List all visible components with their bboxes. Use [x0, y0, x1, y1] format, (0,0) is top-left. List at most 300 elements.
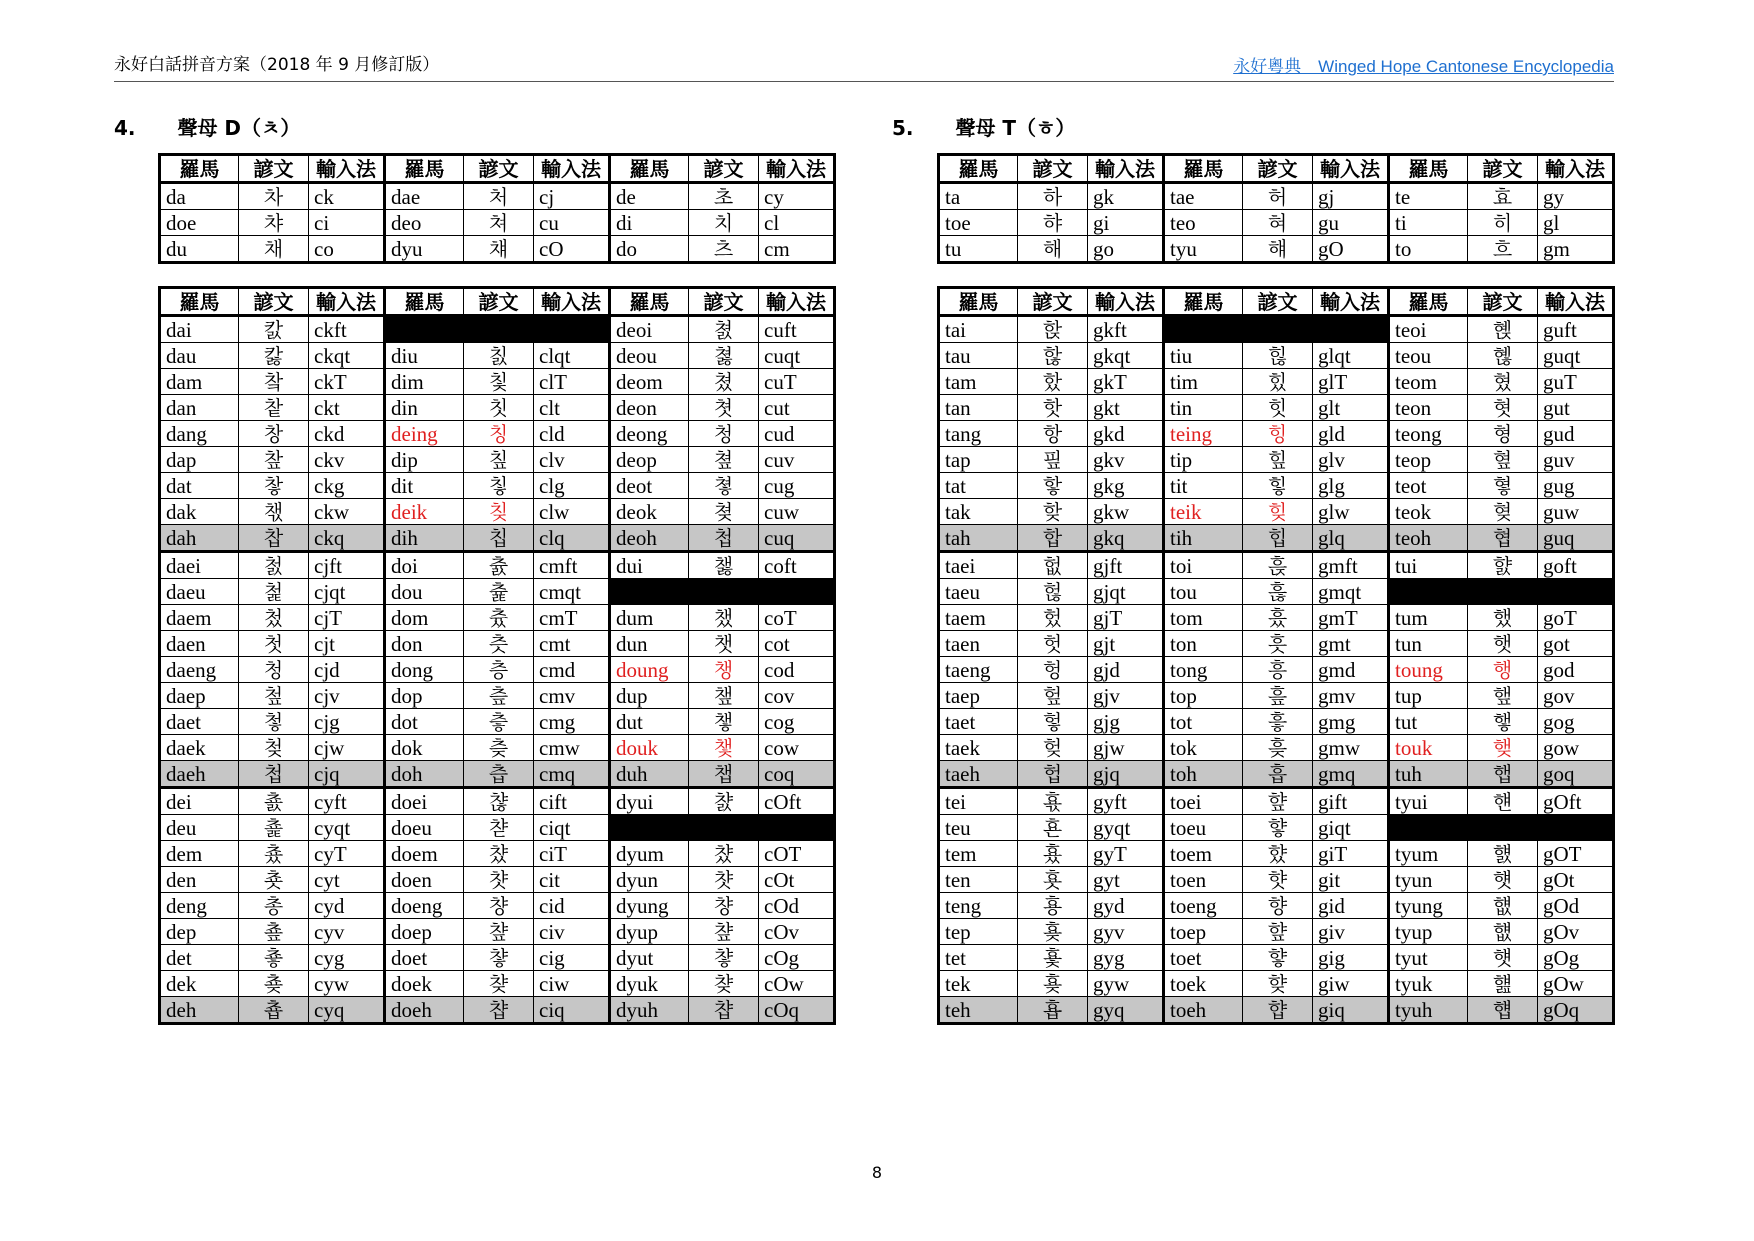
table-row: [939, 605, 1614, 631]
hangul-cell: 챶: [689, 971, 759, 997]
input-code-cell: ci: [309, 210, 385, 236]
column-header: 諺文: [239, 288, 309, 316]
romanization-cell: doet: [385, 945, 464, 971]
input-code-cell: cj: [534, 183, 610, 210]
hangul-cell: 햦: [1243, 971, 1313, 997]
input-code-cell: coft: [759, 552, 835, 579]
column-header: 輸入法: [759, 288, 835, 316]
input-code-cell: gk: [1088, 183, 1164, 210]
romanization-cell: tu: [939, 236, 1018, 263]
initial-t-final-table: [937, 286, 1615, 1025]
hangul-cell: 헚: [1018, 552, 1088, 579]
input-code-cell: cOw: [759, 971, 835, 997]
table-row: [160, 473, 835, 499]
input-code-cell: gmw: [1313, 735, 1389, 761]
input-code-cell: cOv: [759, 919, 835, 945]
hangul-cell: 힞: [1243, 499, 1313, 525]
romanization-cell: tou: [1164, 579, 1243, 605]
hangul-cell: 횼: [1018, 841, 1088, 867]
romanization-cell: toei: [1164, 788, 1243, 815]
input-code-cell: gyg: [1088, 945, 1164, 971]
input-code-cell: cyg: [309, 945, 385, 971]
input-code-cell: cmd: [534, 657, 610, 683]
input-code-cell: ckv: [309, 447, 385, 473]
romanization-cell: toet: [1164, 945, 1243, 971]
hangul-cell: 캃: [239, 343, 309, 369]
hangul-cell: 츱: [464, 761, 534, 788]
hangul-cell: 했: [1468, 605, 1538, 631]
input-code-cell: cut: [759, 395, 835, 421]
section-heading: 聲母 D（ㅊ）: [177, 116, 301, 140]
romanization-cell: tun: [1389, 631, 1468, 657]
hangul-cell: 춋: [239, 867, 309, 893]
hangul-cell: 채: [239, 236, 309, 263]
input-code-cell: cmv: [534, 683, 610, 709]
table-row: [160, 499, 835, 525]
romanization-cell: daeu: [160, 579, 239, 605]
romanization-cell: tau: [939, 343, 1018, 369]
hangul-cell: 칭: [464, 421, 534, 447]
site-link[interactable]: 永好粵典 Winged Hope Cantonese Encyclopedia: [1233, 57, 1614, 76]
romanization-cell: tet: [939, 945, 1018, 971]
input-code-cell: gmt: [1313, 631, 1389, 657]
input-code-cell: gjqt: [1088, 579, 1164, 605]
hangul-cell: 챓: [689, 552, 759, 579]
hangul-cell: 찹: [239, 525, 309, 552]
romanization-cell: tyung: [1389, 893, 1468, 919]
column-header: 諺文: [464, 288, 534, 316]
hangul-cell: 첲: [239, 683, 309, 709]
hangul-cell: 챕: [689, 761, 759, 788]
input-code-cell: clq: [534, 525, 610, 552]
romanization-cell: di: [610, 210, 689, 236]
hangul-cell: 챻: [464, 945, 534, 971]
hangul-cell: 챵: [689, 893, 759, 919]
romanization-cell: dut: [610, 709, 689, 735]
column-header: 羅馬: [610, 288, 689, 316]
hangul-cell: 칮: [464, 499, 534, 525]
romanization-cell: tei: [939, 788, 1018, 815]
input-code-cell: god: [1538, 657, 1614, 683]
romanization-cell: daei: [160, 552, 239, 579]
hangul-cell: 첥: [239, 579, 309, 605]
section-title-d: [114, 112, 300, 141]
romanization-cell: tyuk: [1389, 971, 1468, 997]
column-header: 輸入法: [1538, 155, 1614, 183]
hangul-cell: 핖: [1018, 447, 1088, 473]
empty-cell-block: [610, 815, 835, 841]
hangul-cell: 쳫: [689, 473, 759, 499]
table-row: [160, 841, 835, 867]
hangul-cell: 창: [239, 421, 309, 447]
romanization-cell: doen: [385, 867, 464, 893]
header-row: [160, 155, 835, 183]
romanization-cell: toung: [1389, 657, 1468, 683]
hangul-cell: 햪: [1243, 788, 1313, 815]
input-code-cell: gjT: [1088, 605, 1164, 631]
romanization-cell: teoh: [1389, 525, 1468, 552]
romanization-cell: dom: [385, 605, 464, 631]
romanization-cell: doeng: [385, 893, 464, 919]
romanization-cell: dang: [160, 421, 239, 447]
romanization-cell: teon: [1389, 395, 1468, 421]
input-code-cell: got: [1538, 631, 1614, 657]
input-code-cell: go: [1088, 236, 1164, 263]
hangul-cell: 칩: [464, 525, 534, 552]
romanization-cell: deu: [160, 815, 239, 841]
romanization-cell: dat: [160, 473, 239, 499]
romanization-cell: tut: [1389, 709, 1468, 735]
input-code-cell: glq: [1313, 525, 1389, 552]
romanization-cell: teoi: [1389, 316, 1468, 343]
romanization-cell: dim: [385, 369, 464, 395]
romanization-cell: din: [385, 395, 464, 421]
table-row: [939, 631, 1614, 657]
romanization-cell: tot: [1164, 709, 1243, 735]
initial-t-basic-table: [937, 153, 1615, 264]
romanization-cell: tam: [939, 369, 1018, 395]
input-code-cell: gm: [1538, 236, 1614, 263]
input-code-cell: gkt: [1088, 395, 1164, 421]
hangul-cell: 쳜: [689, 316, 759, 343]
hangul-cell: 쳪: [689, 447, 759, 473]
table-row: [939, 841, 1614, 867]
input-code-cell: gog: [1538, 709, 1614, 735]
input-code-cell: gO: [1313, 236, 1389, 263]
romanization-cell: ta: [939, 183, 1018, 210]
input-code-cell: cig: [534, 945, 610, 971]
hangul-cell: 챱: [689, 997, 759, 1024]
hangul-cell: 햏: [1468, 709, 1538, 735]
romanization-cell: tiu: [1164, 343, 1243, 369]
table-row: [939, 395, 1614, 421]
column-header: 羅馬: [1389, 288, 1468, 316]
hangul-cell: 히: [1468, 210, 1538, 236]
input-code-cell: gow: [1538, 735, 1614, 761]
table-row: [160, 552, 835, 579]
romanization-cell: teop: [1389, 447, 1468, 473]
hangul-cell: 핝: [1018, 316, 1088, 343]
romanization-cell: toeng: [1164, 893, 1243, 919]
romanization-cell: taem: [939, 605, 1018, 631]
romanization-cell: dyup: [610, 919, 689, 945]
romanization-cell: teo: [1164, 210, 1243, 236]
table-row: [160, 525, 835, 552]
hangul-cell: 춎: [239, 971, 309, 997]
input-code-cell: gOT: [1538, 841, 1614, 867]
empty-cell-block: [1164, 316, 1389, 343]
hangul-cell: 햸: [1468, 841, 1538, 867]
header-row: [939, 155, 1614, 183]
table-row: [939, 735, 1614, 761]
romanization-cell: dyui: [610, 788, 689, 815]
input-code-cell: gjv: [1088, 683, 1164, 709]
table-row: [939, 919, 1614, 945]
input-code-cell: gyw: [1088, 971, 1164, 997]
romanization-cell: dok: [385, 735, 464, 761]
table-row: [939, 473, 1614, 499]
table-row: [939, 683, 1614, 709]
romanization-cell: dih: [385, 525, 464, 552]
table-row: [160, 997, 835, 1024]
hangul-cell: 혔: [1468, 369, 1538, 395]
table-row: [939, 788, 1614, 815]
hangul-cell: 챧: [464, 815, 534, 841]
hangul-cell: 햇: [1468, 631, 1538, 657]
empty-cell-block: [385, 316, 610, 343]
hangul-cell: 횻: [1018, 867, 1088, 893]
input-code-cell: cyw: [309, 971, 385, 997]
hangul-cell: 혀: [1243, 210, 1313, 236]
hangul-cell: 츻: [464, 709, 534, 735]
romanization-cell: tyun: [1389, 867, 1468, 893]
romanization-cell: touk: [1389, 735, 1468, 761]
column-header: 羅馬: [1164, 288, 1243, 316]
hangul-cell: 챙: [689, 657, 759, 683]
hangul-cell: 춅: [239, 815, 309, 841]
hangul-cell: 츺: [464, 683, 534, 709]
table-row: [160, 788, 835, 815]
hangul-cell: 횽: [1018, 893, 1088, 919]
input-code-cell: gyd: [1088, 893, 1164, 919]
hangul-cell: 햤: [1243, 841, 1313, 867]
romanization-cell: doep: [385, 919, 464, 945]
table-row: [160, 657, 835, 683]
hangul-cell: 챳: [464, 867, 534, 893]
hangul-cell: 처: [464, 183, 534, 210]
input-code-cell: gyqt: [1088, 815, 1164, 841]
table-row: [160, 316, 835, 343]
input-code-cell: clT: [534, 369, 610, 395]
document-title: 永好白話拼音方案（2018 年 9 月修訂版）: [114, 55, 440, 75]
hangul-cell: 혖: [1468, 499, 1538, 525]
table-row: [939, 867, 1614, 893]
input-code-cell: cuv: [759, 447, 835, 473]
hangul-cell: 항: [1018, 421, 1088, 447]
romanization-cell: deou: [610, 343, 689, 369]
input-code-cell: cjq: [309, 761, 385, 788]
input-code-cell: giw: [1313, 971, 1389, 997]
column-header: 輸入法: [1313, 155, 1389, 183]
romanization-cell: daep: [160, 683, 239, 709]
romanization-cell: teok: [1389, 499, 1468, 525]
romanization-cell: deon: [610, 395, 689, 421]
romanization-cell: teou: [1389, 343, 1468, 369]
input-code-cell: guw: [1538, 499, 1614, 525]
input-code-cell: giqt: [1313, 815, 1389, 841]
romanization-cell: tuh: [1389, 761, 1468, 788]
romanization-cell: tong: [1164, 657, 1243, 683]
romanization-cell: tep: [939, 919, 1018, 945]
input-code-cell: gud: [1538, 421, 1614, 447]
input-code-cell: gkd: [1088, 421, 1164, 447]
column-header: 諺文: [464, 155, 534, 183]
hangul-cell: 헝: [1018, 657, 1088, 683]
table-row: [939, 316, 1614, 343]
hangul-cell: 층: [464, 657, 534, 683]
hangul-cell: 햫: [1243, 815, 1313, 841]
hangul-cell: 춌: [239, 841, 309, 867]
hangul-cell: 캀: [239, 316, 309, 343]
romanization-cell: doe: [160, 210, 239, 236]
column-header: 諺文: [1018, 288, 1088, 316]
hangul-cell: 햰: [1468, 788, 1538, 815]
hangul-cell: 힝: [1243, 421, 1313, 447]
romanization-cell: toeh: [1164, 997, 1243, 1024]
romanization-cell: deng: [160, 893, 239, 919]
table-row: [939, 945, 1614, 971]
hangul-cell: 챵: [464, 893, 534, 919]
romanization-cell: tap: [939, 447, 1018, 473]
hangul-cell: 첳: [239, 709, 309, 735]
input-code-cell: cov: [759, 683, 835, 709]
table-row: [160, 971, 835, 997]
romanization-cell: tat: [939, 473, 1018, 499]
romanization-cell: toen: [1164, 867, 1243, 893]
hangul-cell: 헙: [1018, 761, 1088, 788]
romanization-cell: toh: [1164, 761, 1243, 788]
input-code-cell: cuft: [759, 316, 835, 343]
romanization-cell: deik: [385, 499, 464, 525]
input-code-cell: guT: [1538, 369, 1614, 395]
input-code-cell: cuq: [759, 525, 835, 552]
hangul-cell: 흡: [1243, 761, 1313, 788]
input-code-cell: cid: [534, 893, 610, 919]
table-row: [939, 579, 1614, 605]
input-code-cell: cld: [534, 421, 610, 447]
hangul-cell: 혛: [1468, 473, 1538, 499]
hangul-cell: 핬: [1018, 369, 1088, 395]
romanization-cell: te: [1389, 183, 1468, 210]
input-code-cell: cuqt: [759, 343, 835, 369]
romanization-cell: deh: [160, 997, 239, 1024]
input-code-cell: gyq: [1088, 997, 1164, 1024]
hangul-cell: 햜: [1468, 552, 1538, 579]
romanization-cell: taep: [939, 683, 1018, 709]
hangul-cell: 횾: [1018, 971, 1088, 997]
hangul-cell: 츠: [689, 236, 759, 263]
input-code-cell: cmT: [534, 605, 610, 631]
input-code-cell: cyt: [309, 867, 385, 893]
table-row: [939, 657, 1614, 683]
hangul-cell: 챠: [239, 210, 309, 236]
hangul-cell: 햺: [1468, 971, 1538, 997]
romanization-cell: dan: [160, 395, 239, 421]
hangul-cell: 행: [1468, 657, 1538, 683]
input-code-cell: co: [309, 236, 385, 263]
table-row: [160, 893, 835, 919]
input-code-cell: gkw: [1088, 499, 1164, 525]
input-code-cell: ckg: [309, 473, 385, 499]
hangul-cell: 힙: [1243, 525, 1313, 552]
input-code-cell: guv: [1538, 447, 1614, 473]
input-code-cell: gjd: [1088, 657, 1164, 683]
input-code-cell: gu: [1313, 210, 1389, 236]
input-code-cell: clv: [534, 447, 610, 473]
column-header: 羅馬: [385, 288, 464, 316]
hangul-cell: 청: [689, 421, 759, 447]
romanization-cell: taet: [939, 709, 1018, 735]
input-code-cell: gkT: [1088, 369, 1164, 395]
romanization-cell: deoi: [610, 316, 689, 343]
initial-d-final-table: [158, 286, 836, 1025]
input-code-cell: giT: [1313, 841, 1389, 867]
romanization-cell: du: [160, 236, 239, 263]
input-code-cell: cud: [759, 421, 835, 447]
hangul-cell: 형: [1468, 421, 1538, 447]
table-row: [160, 447, 835, 473]
input-code-cell: gyt: [1088, 867, 1164, 893]
column-header: 輸入法: [1538, 288, 1614, 316]
input-code-cell: cyT: [309, 841, 385, 867]
romanization-cell: taeng: [939, 657, 1018, 683]
romanization-cell: daem: [160, 605, 239, 631]
romanization-cell: do: [610, 236, 689, 263]
input-code-cell: gi: [1088, 210, 1164, 236]
hangul-cell: 첫: [239, 631, 309, 657]
romanization-cell: deot: [610, 473, 689, 499]
input-code-cell: cyq: [309, 997, 385, 1024]
input-code-cell: glw: [1313, 499, 1389, 525]
input-code-cell: cjd: [309, 657, 385, 683]
hangul-cell: 헜: [1018, 605, 1088, 631]
romanization-cell: tim: [1164, 369, 1243, 395]
romanization-cell: tit: [1164, 473, 1243, 499]
hangul-cell: 칯: [464, 369, 534, 395]
romanization-cell: tan: [939, 395, 1018, 421]
hangul-cell: 햫: [1243, 945, 1313, 971]
hangul-cell: 횿: [1018, 945, 1088, 971]
hangul-cell: 첤: [239, 552, 309, 579]
input-code-cell: ckqt: [309, 343, 385, 369]
header-divider: [114, 81, 1614, 82]
input-code-cell: gmft: [1313, 552, 1389, 579]
romanization-cell: tip: [1164, 447, 1243, 473]
input-code-cell: cow: [759, 735, 835, 761]
table-row: [160, 709, 835, 735]
hangul-cell: 츶: [464, 735, 534, 761]
hangul-cell: 흣: [1243, 631, 1313, 657]
hangul-cell: 핮: [1018, 499, 1088, 525]
romanization-cell: tak: [939, 499, 1018, 525]
hangul-cell: 쳤: [689, 369, 759, 395]
table-row: [939, 709, 1614, 735]
romanization-cell: det: [160, 945, 239, 971]
table-row: [160, 683, 835, 709]
table-row: [939, 525, 1614, 552]
input-code-cell: ckd: [309, 421, 385, 447]
input-code-cell: cm: [759, 236, 835, 263]
column-header: 輸入法: [309, 288, 385, 316]
input-code-cell: gov: [1538, 683, 1614, 709]
input-code-cell: gkft: [1088, 316, 1164, 343]
hangul-cell: 총: [239, 893, 309, 919]
input-code-cell: cu: [534, 210, 610, 236]
romanization-cell: dyu: [385, 236, 464, 263]
romanization-cell: tyuh: [1389, 997, 1468, 1024]
input-code-cell: cmg: [534, 709, 610, 735]
input-code-cell: gkq: [1088, 525, 1164, 552]
romanization-cell: dau: [160, 343, 239, 369]
table-row: [160, 369, 835, 395]
input-code-cell: gmg: [1313, 709, 1389, 735]
romanization-cell: dup: [610, 683, 689, 709]
romanization-cell: tae: [1164, 183, 1243, 210]
hangul-cell: 헎: [1018, 579, 1088, 605]
romanization-cell: dit: [385, 473, 464, 499]
romanization-cell: tek: [939, 971, 1018, 997]
input-code-cell: glqt: [1313, 343, 1389, 369]
